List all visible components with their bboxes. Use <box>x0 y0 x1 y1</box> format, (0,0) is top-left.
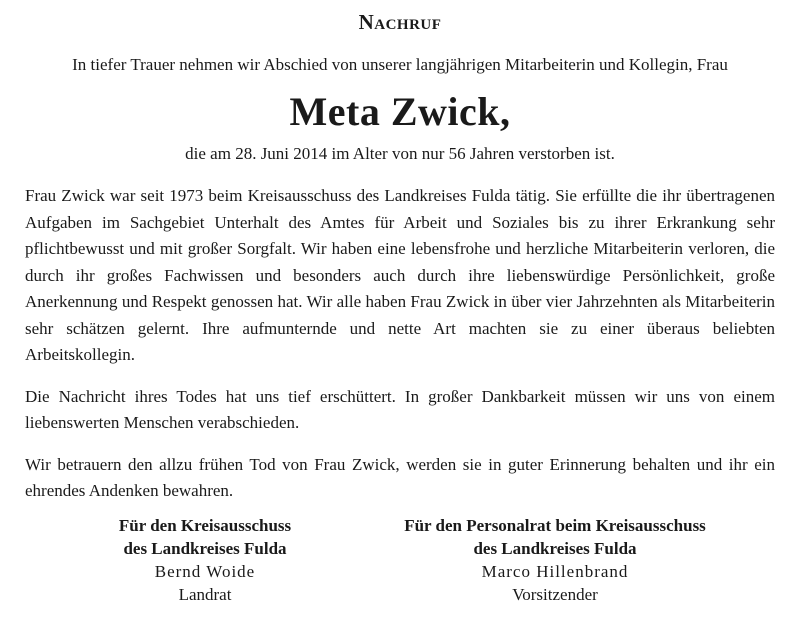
signature-kreisausschuss <box>40 514 370 606</box>
signature-role: Vorsitzender <box>512 585 598 604</box>
signature-org-line-2: des Landkreises Fulda <box>473 539 637 558</box>
body-paragraph-3: Wir betrauern den allzu frühen Tod von Frau Zwick, werden sie in guter Erinnerung behalten und ihr ein ehrendes Andenken bewahren. <box>25 454 775 500</box>
body-paragraph-2: Die Nachricht ihres Todes hat uns tief erschüttert. In großer Dankbarkeit müssen wir uns von einem liebenswerten Menschen verabschieden. <box>25 386 775 432</box>
signature-role: Landrat <box>178 585 232 604</box>
signature-personalrat <box>355 514 755 606</box>
notice-heading: Nachruf <box>358 10 442 34</box>
signature-org-line-1: Für den Personalrat beim Kreisausschuss <box>404 516 706 535</box>
obituary-body <box>25 183 775 520</box>
intro-line: In tiefer Trauer nehmen wir Abschied von unserer langjährigen Mitarbeiterin und Kollegin, Frau <box>72 55 728 74</box>
deceased-name: Meta Zwick, <box>289 89 511 134</box>
signature-person: Marco Hillenbrand <box>481 562 629 581</box>
death-date-line: die am 28. Juni 2014 im Alter von nur 56 Jahren verstorben ist. <box>185 144 615 163</box>
signature-org-line-1: Für den Kreisausschuss <box>118 516 292 535</box>
body-paragraph-1: Frau Zwick war seit 1973 beim Kreisausschuss des Landkreises Fulda tätig. Sie erfüllte die ihr übertragenen Aufgaben im Sachgebiet Unterhalt des Amtes für Arbeit und Soziales bis zu ihrer Erkrankung sehr pflichtbewusst und mit großer Sorgfalt. Wir haben eine lebensfrohe und herzliche Mitarbeiterin verloren, die durch ihr großes Fachwissen und besonders auch durch ihre liebenswürdige Persönlichkeit, große Anerkennung und Respekt genossen hat. Wir alle haben Frau Zwick in über vier Jahrzehnten als Mitarbeiterin sehr schätzen gelernt. Ihre aufmunternde und nette Art machten sie zu einer überaus beliebten Arbeitskollegin. <box>25 186 775 364</box>
signature-person: Bernd Woide <box>154 562 256 581</box>
signature-org-line-2: des Landkreises Fulda <box>123 539 287 558</box>
